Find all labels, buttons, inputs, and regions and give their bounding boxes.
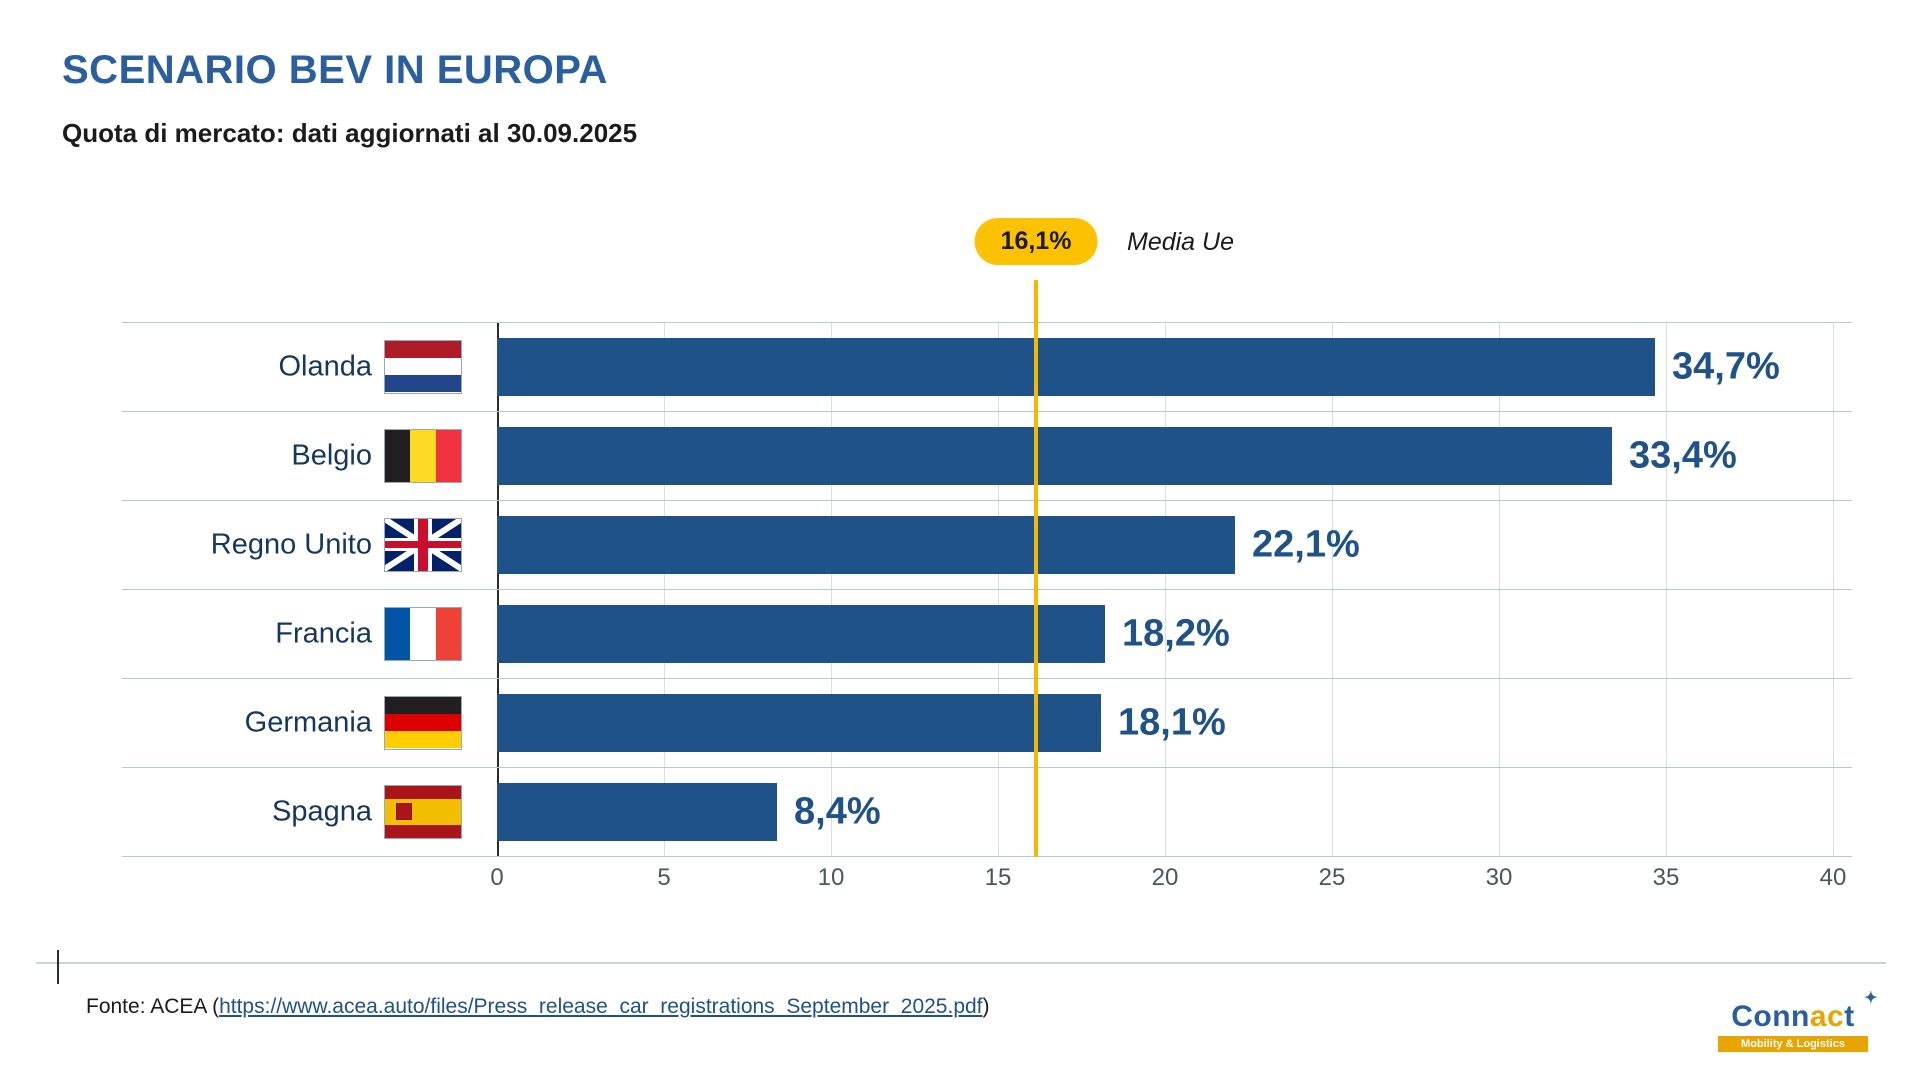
chart-plot-area <box>62 227 1862 891</box>
chart-row-regno-unito <box>62 500 1862 589</box>
category-label-spagna: Spagna <box>272 795 372 827</box>
category-label-belgio: Belgio <box>291 439 372 471</box>
chart-row-olanda <box>62 322 1862 411</box>
chart-row-spagna <box>62 767 1862 856</box>
xtick-label-40: 40 <box>1819 864 1847 891</box>
bar-value-germania: 18,1% <box>1118 701 1226 743</box>
xtick-label-0: 0 <box>490 864 504 891</box>
category-label-francia: Francia <box>275 617 372 649</box>
united-kingdom-flag <box>384 518 462 572</box>
connact-logo <box>1718 990 1878 1052</box>
chart-row-germania <box>62 678 1862 767</box>
chart-row-francia <box>62 589 1862 678</box>
footer-divider <box>36 962 1886 964</box>
eu-average-caption: Media Ue <box>1127 228 1234 256</box>
belgium-flag <box>384 429 462 483</box>
bev-market-share-chart <box>62 200 1862 890</box>
france-flag <box>384 607 462 661</box>
logo-tagline: Mobility & Logistics <box>1718 1036 1868 1052</box>
source-prefix: Fonte: ACEA ( <box>86 995 220 1018</box>
sparkle-icon: ✦ <box>1864 990 1878 1007</box>
xtick-label-20: 20 <box>1151 864 1179 891</box>
bar-germania <box>497 694 1101 752</box>
spain-flag <box>384 785 462 839</box>
xtick-label-30: 30 <box>1485 864 1513 891</box>
eu-average-line <box>1034 280 1038 857</box>
eu-average-badge: 16,1% <box>975 218 1098 265</box>
germany-flag <box>384 696 462 750</box>
logo-wordmark <box>1718 990 1878 1034</box>
page-subtitle: Quota di mercato: dati aggiornati al 30.09.2025 <box>62 118 638 148</box>
bar-francia <box>497 605 1105 663</box>
logo-name-part2: ac <box>1809 1000 1845 1033</box>
category-label-olanda: Olanda <box>278 350 372 382</box>
bar-value-francia: 18,2% <box>1122 612 1230 654</box>
xtick-label-25: 25 <box>1318 864 1346 891</box>
bar-value-regno-unito: 22,1% <box>1252 523 1360 565</box>
xtick-label-35: 35 <box>1652 864 1680 891</box>
source-link[interactable]: https://www.acea.auto/files/Press_release_car_registrations_September_2025.pdf <box>219 995 983 1018</box>
bar-value-spagna: 8,4% <box>794 790 881 832</box>
row-separator <box>122 856 1852 857</box>
bar-spagna <box>497 783 777 841</box>
bar-belgio <box>497 427 1612 485</box>
xtick-label-5: 5 <box>657 864 671 891</box>
category-label-germania: Germania <box>244 706 372 738</box>
bar-regno-unito <box>497 516 1235 574</box>
category-label-regno-unito: Regno Unito <box>210 528 372 560</box>
xtick-label-15: 15 <box>984 864 1012 891</box>
source-note <box>86 995 990 1019</box>
footer-tick-mark <box>57 950 59 984</box>
page-title: SCENARIO BEV IN EUROPA <box>62 48 608 92</box>
netherlands-flag <box>384 340 462 394</box>
bar-olanda <box>497 338 1655 396</box>
source-suffix: ) <box>982 995 990 1018</box>
logo-name-part3: t <box>1844 1000 1855 1033</box>
logo-name-part1: Conn <box>1731 1000 1810 1033</box>
chart-row-belgio <box>62 411 1862 500</box>
xtick-label-10: 10 <box>817 864 845 891</box>
bar-value-belgio: 33,4% <box>1629 434 1737 476</box>
bar-value-olanda: 34,7% <box>1672 345 1780 387</box>
